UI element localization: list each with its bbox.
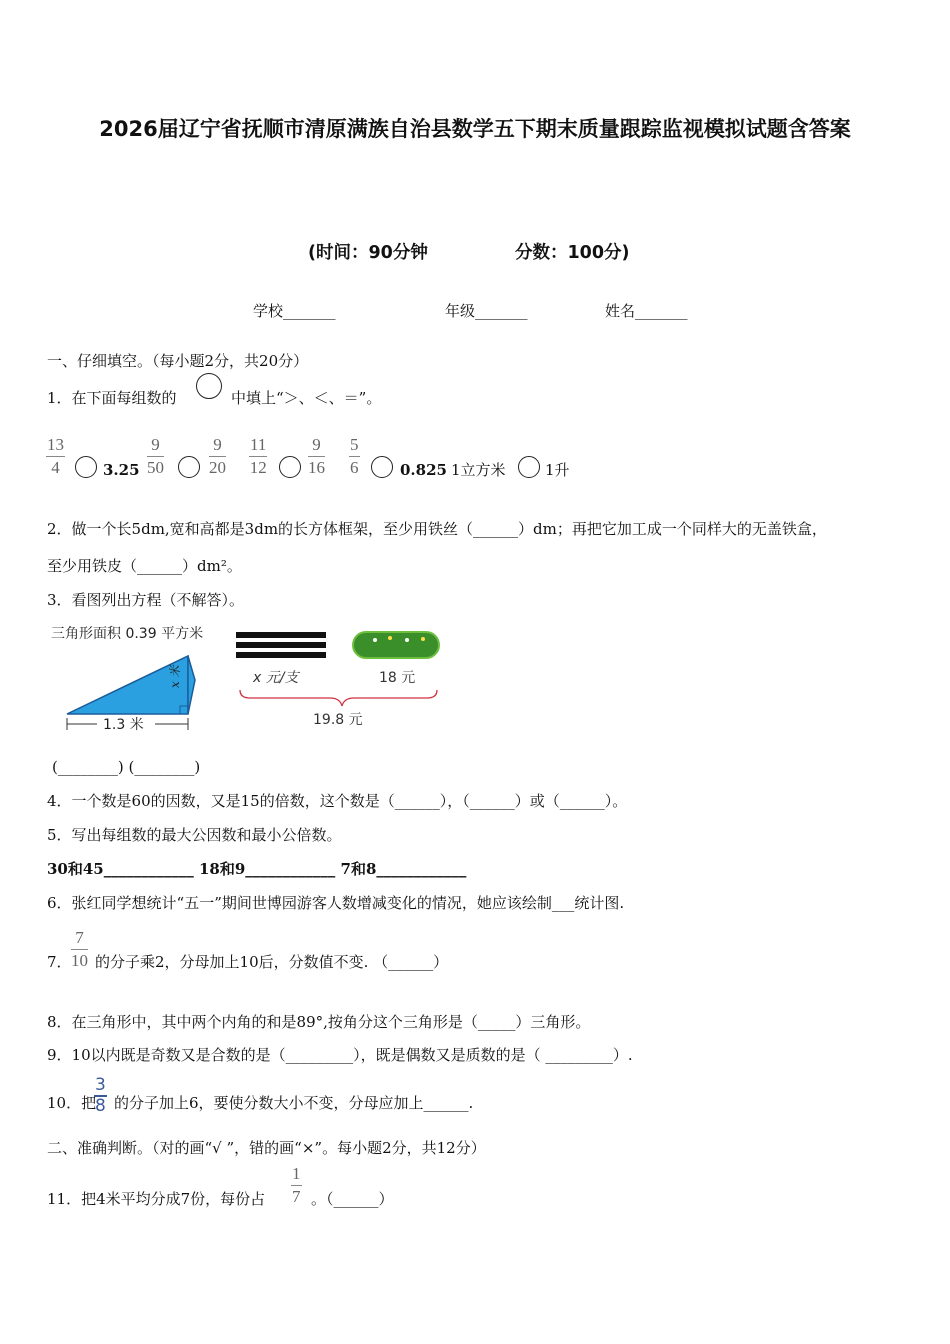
price-label: x 元/支: [253, 670, 299, 686]
q9-text: 9．10以内既是奇数又是合数的是（_________），既是偶数又是质数的是（ _________）.: [47, 1046, 633, 1064]
q1-post: 中填上“＞、＜、＝”。: [231, 389, 382, 407]
q1-frac-2: $\frac{9}{50}$: [147, 435, 164, 477]
q11-fraction: $\frac{1}{7}$: [292, 1164, 301, 1206]
circle-icon: [196, 373, 222, 399]
q1-value-1: 3.25: [103, 461, 140, 479]
total-label: 19.8 元: [313, 712, 363, 728]
cost-label: 18 元: [379, 670, 416, 686]
section-2-heading: 二、准确判断。（对的画“√ ”，错的画“×”。每小题2分，共12分）: [47, 1139, 486, 1157]
q5-items[interactable]: 30和45____________ 18和9____________ 7和8____________: [47, 860, 467, 878]
document-title: 2026届辽宁省抚顺市清原满族自治县数学五下期末质量跟踪监视模拟试题含答案: [99, 117, 851, 141]
section-1-heading: 一、仔细填空。（每小题2分，共20分）: [47, 352, 309, 370]
compare-circle-5[interactable]: [518, 456, 540, 478]
q3-text: 3．看图列出方程（不解答）。: [47, 591, 245, 609]
q10-text: 的分子加上6，要使分数大小不变，分母应加上______.: [114, 1094, 474, 1112]
q7-fraction: $\frac{7}{10}$: [71, 928, 88, 970]
q2-line2: 至少用铁皮（______）dm²。: [47, 557, 242, 575]
q2-line1: 2．做一个长5dm,宽和高都是3dm的长方体框架，至少用铁丝（______）dm；再把它加工成一个同样大的无盖铁盒，: [47, 520, 827, 538]
brace-icon: [240, 690, 437, 706]
exam-time: (时间：90分钟: [308, 243, 428, 263]
q1-value-2: 0.825: [400, 461, 447, 479]
q1-pre: 1．在下面每组数的: [47, 389, 177, 407]
q10-pre: 10．把: [47, 1094, 97, 1112]
school-field[interactable]: 学校_______: [253, 302, 336, 320]
q1-frac-1: $\frac{13}{4}$: [47, 435, 64, 477]
triangle-height-label: x 米: [168, 665, 182, 688]
q1-frac-6: $\frac{5}{6}$: [350, 435, 359, 477]
compare-circle-1[interactable]: [75, 456, 97, 478]
q1-left-unit: 1立方米: [451, 461, 506, 479]
q4-text: 4．一个数是60的因数，又是15的倍数，这个数是（______），（______）或（______）。: [47, 792, 628, 810]
triangle-caption: 三角形面积 0.39 平方米: [51, 626, 204, 642]
q10-fraction: $\frac{3}{8}$: [95, 1075, 106, 1116]
exam-score: 分数：100分): [515, 243, 630, 263]
q11-post: 。（______）: [311, 1190, 394, 1208]
pen-icon: [236, 632, 326, 638]
q3-answers[interactable]: (________) (________): [52, 758, 201, 776]
q1-frac-5: $\frac{9}{16}$: [308, 435, 325, 477]
q1-text: [47, 388, 177, 408]
q1-frac-4: $\frac{11}{12}$: [249, 435, 267, 477]
q3-figures: [45, 618, 455, 743]
q6-text: 6．张红同学想统计“五一”期间世博园游客人数增减变化的情况，她应该绘制___统计图.: [47, 894, 625, 912]
q5-text: 5．写出每组数的最大公因数和最小公倍数。: [47, 826, 342, 844]
compare-circle-2[interactable]: [178, 456, 200, 478]
triangle-base-label: 1.3 米: [103, 717, 144, 733]
compare-circle-3[interactable]: [279, 456, 301, 478]
q7-text: 的分子乘2，分母加上10后，分数值不变. （______）: [95, 953, 449, 971]
q1-frac-3: $\frac{9}{20}$: [209, 435, 226, 477]
q1-right-unit: 1升: [545, 461, 570, 479]
grade-field[interactable]: 年级_______: [445, 302, 528, 320]
pencil-case-icon: [353, 632, 439, 658]
q8-text: 8．在三角形中，其中两个内角的和是89°,按角分这个三角形是（_____）三角形。: [47, 1013, 591, 1031]
compare-circle-4[interactable]: [371, 456, 393, 478]
q11-pre: 11．把4米平均分成7份，每份占: [47, 1190, 266, 1208]
q7-number: 7．: [47, 953, 72, 971]
name-field[interactable]: 姓名_______: [605, 302, 688, 320]
